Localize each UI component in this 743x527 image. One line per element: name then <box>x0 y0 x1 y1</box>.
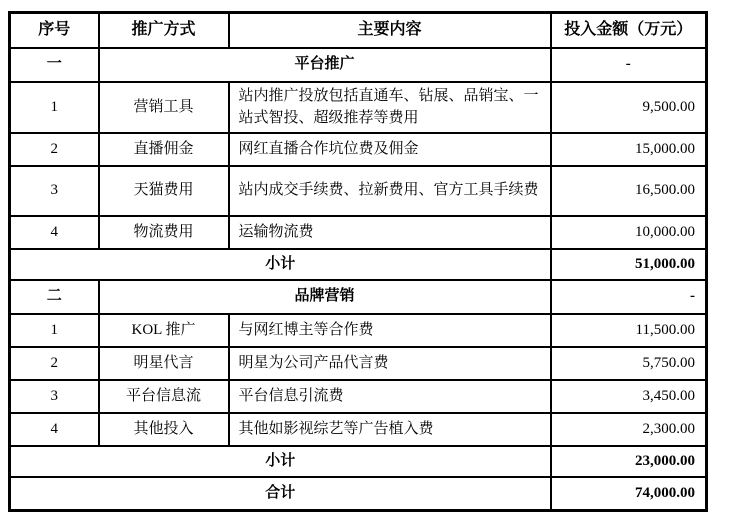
total-row <box>10 477 707 511</box>
subtotal-amount-cell: 51,000.00 <box>551 249 707 280</box>
method-cell: 明星代言 <box>99 347 229 380</box>
subtotal-label-cell: 小计 <box>10 446 551 477</box>
content-cell: 运输物流费 <box>229 216 551 249</box>
content-cell: 站内成交手续费、拉新费用、官方工具手续费 <box>229 166 551 216</box>
method-cell: 物流费用 <box>99 216 229 249</box>
subtotal-row <box>10 249 707 280</box>
total-amount-cell: 74,000.00 <box>551 477 707 511</box>
row-number-cell: 4 <box>10 216 99 249</box>
section-title-cell: 平台推广 <box>99 48 551 82</box>
section-title-cell: 品牌营销 <box>99 280 551 314</box>
row-number-cell: 2 <box>10 347 99 380</box>
table-row <box>10 347 707 380</box>
content-cell: 与网红博主等合作费 <box>229 314 551 347</box>
amount-cell: 16,500.00 <box>551 166 707 216</box>
promotion-budget-table <box>8 11 708 512</box>
amount-cell: 9,500.00 <box>551 82 707 133</box>
amount-cell: 2,300.00 <box>551 413 707 446</box>
section-number-cell: 一 <box>10 48 99 82</box>
amount-cell: 11,500.00 <box>551 314 707 347</box>
row-number-cell: 4 <box>10 413 99 446</box>
table-row <box>10 380 707 413</box>
table-header-row <box>10 13 707 48</box>
table-row <box>10 166 707 216</box>
subtotal-row <box>10 446 707 477</box>
amount-cell: 5,750.00 <box>551 347 707 380</box>
row-number-cell: 1 <box>10 82 99 133</box>
amount-cell: 10,000.00 <box>551 216 707 249</box>
content-cell: 站内推广投放包括直通车、钻展、品销宝、一站式智投、超级推荐等费用 <box>229 82 551 133</box>
section-amount-cell: - <box>551 280 707 314</box>
section-amount-cell: - <box>551 48 707 82</box>
section-row-brand <box>10 280 707 314</box>
row-number-cell: 3 <box>10 166 99 216</box>
method-cell: 直播佣金 <box>99 133 229 166</box>
header-cell-index: 序号 <box>10 13 99 48</box>
table-row <box>10 314 707 347</box>
method-cell: 营销工具 <box>99 82 229 133</box>
method-cell: 平台信息流 <box>99 380 229 413</box>
subtotal-amount-cell: 23,000.00 <box>551 446 707 477</box>
subtotal-label-cell: 小计 <box>10 249 551 280</box>
amount-cell: 15,000.00 <box>551 133 707 166</box>
row-number-cell: 2 <box>10 133 99 166</box>
table-row <box>10 413 707 446</box>
table-row <box>10 133 707 166</box>
header-cell-method: 推广方式 <box>99 13 229 48</box>
amount-cell: 3,450.00 <box>551 380 707 413</box>
total-label-cell: 合计 <box>10 477 551 511</box>
method-cell: 天猫费用 <box>99 166 229 216</box>
section-number-cell: 二 <box>10 280 99 314</box>
method-cell: 其他投入 <box>99 413 229 446</box>
content-cell: 明星为公司产品代言费 <box>229 347 551 380</box>
method-cell: KOL 推广 <box>99 314 229 347</box>
table-row <box>10 216 707 249</box>
content-cell: 平台信息引流费 <box>229 380 551 413</box>
row-number-cell: 3 <box>10 380 99 413</box>
header-cell-content: 主要内容 <box>229 13 551 48</box>
row-number-cell: 1 <box>10 314 99 347</box>
content-cell: 网红直播合作坑位费及佣金 <box>229 133 551 166</box>
header-cell-amount: 投入金额（万元） <box>551 13 707 48</box>
table-row <box>10 82 707 133</box>
section-row-platform <box>10 48 707 82</box>
content-cell: 其他如影视综艺等广告植入费 <box>229 413 551 446</box>
